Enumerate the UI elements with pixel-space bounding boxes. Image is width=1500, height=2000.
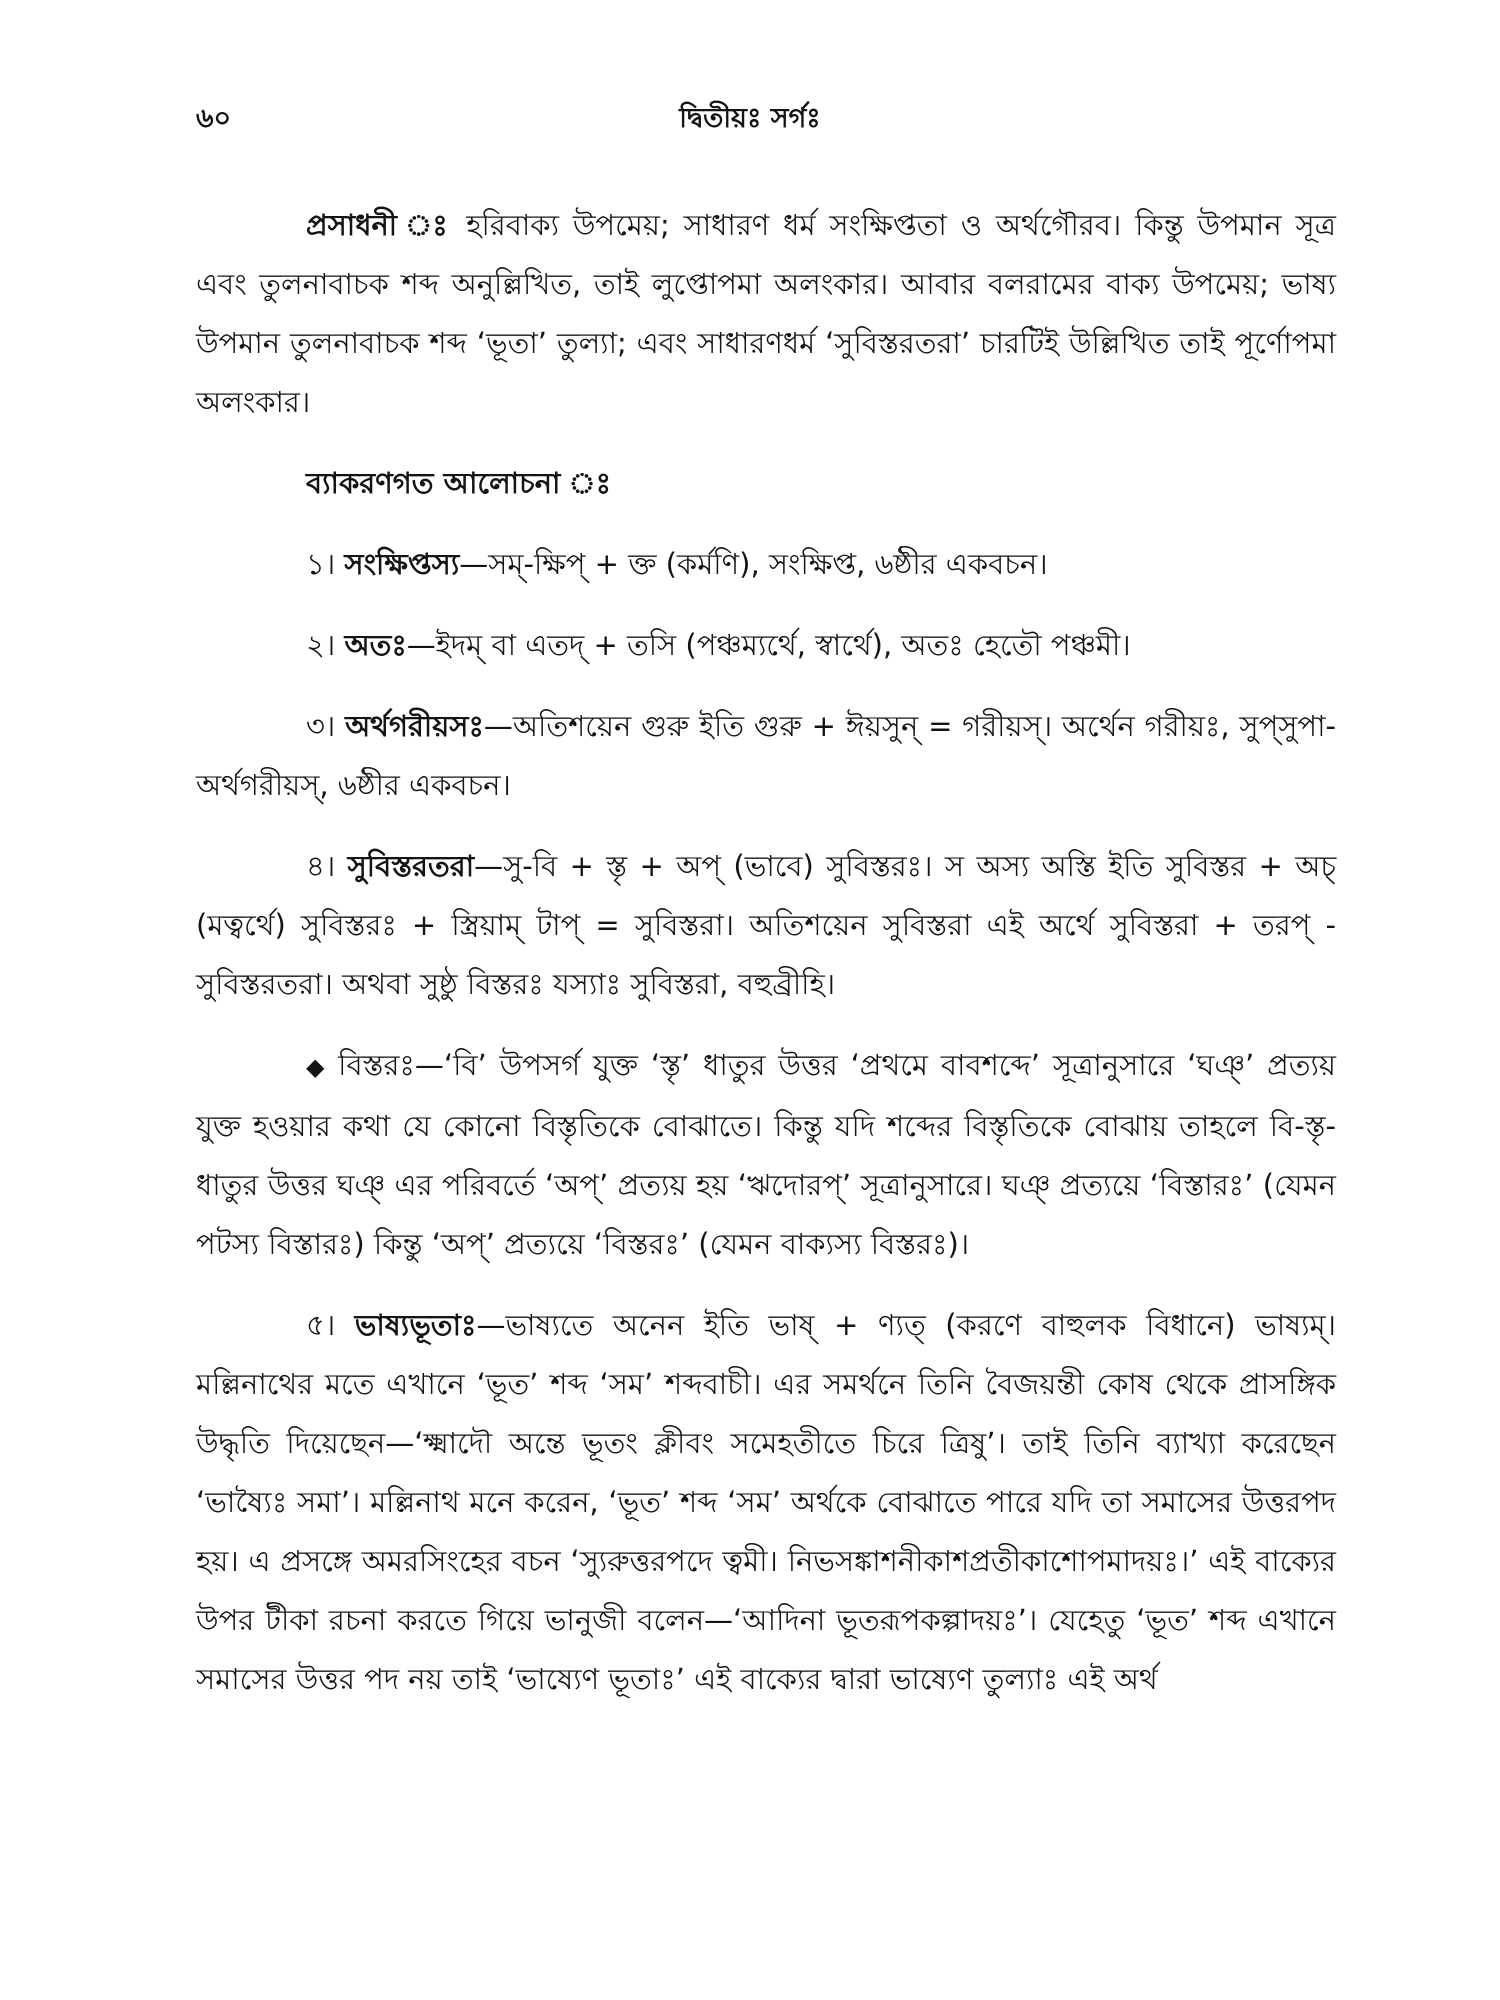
diamond-bullet-icon: ◆ xyxy=(306,1053,329,1081)
item-term: সংক্ষিপ্তস্য xyxy=(344,547,460,581)
item-number: ৫। xyxy=(306,1308,336,1342)
grammar-item-3 xyxy=(196,697,1336,815)
item-number: ৪। xyxy=(306,849,336,883)
grammar-item-2 xyxy=(196,616,1336,675)
term-prasadhani: প্রসাধনী ঃ xyxy=(306,208,453,242)
paragraph-prasadhani xyxy=(196,196,1336,432)
item-text: —সম্-ক্ষিপ্ + ক্ত (কর্মণি), সংক্ষিপ্ত, ৬ষ্ঠীর একবচন। xyxy=(459,547,1048,581)
running-header: দ্বিতীয়ঃ সর্গঃ xyxy=(679,103,821,134)
item-term: অর্থগরীয়সঃ xyxy=(345,709,484,743)
item-number: ৩। xyxy=(306,709,336,743)
grammar-item-1 xyxy=(196,535,1336,594)
grammar-item-4 xyxy=(196,837,1336,1014)
paragraph-text: হরিবাক্য উপমেয়; সাধারণ ধর্ম সংক্ষিপ্ততা ও অর্থগৌরব। কিন্তু উপমান সূত্র এবং তুলনাবাচক শব্দ অনুল্লিখিত, তাই লুপ্তোপমা অলংকার। আবার বলরামের বাক্য উপমেয়; ভাষ্য উপমান তুলনাবাচক শব্দ ‘ভূতা’ তুল্যা; এবং সাধারণধর্ম ‘সুবিস্তরতরা’ চারটিই উল্লিখিত তাই পূর্ণোপমা অলংকার। xyxy=(196,208,1336,419)
item-text: —ভাষ্যতে অনেন ইতি ভাষ্ + ণ্যত্ (করণে বাহুলক বিধানে) ভাষ্যম্। মল্লিনাথের মতে এখানে ‘ভূত’ শব্দ ‘সম’ শব্দবাচী। এর সমর্থনে তিনি বৈজয়ন্তী কোষ থেকে প্রাসঙ্গিক উদ্ধৃতি দিয়েছেন—‘ক্ষ্মাদৌ অন্তে ভূতং ক্লীবং সমেহতীতে চিরে ত্রিষু’। তাই তিনি ব্যাখ্যা করেছেন ‘ভাষ্যৈঃ সমা’। মল্লিনাথ মনে করেন, ‘ভূত’ শব্দ ‘সম’ অর্থকে বোঝাতে পারে যদি তা সমাসের উত্তরপদ হয়। এ প্রসঙ্গে অমরসিংহের বচন ‘স্যুরুত্তরপদে ত্বমী। নিভসঙ্কাশনীকাশপ্রতীকাশোপমাদয়ঃ।’ এই বাক্যের উপর টীকা রচনা করতে গিয়ে ভানুজী বলেন—‘আদিনা ভূতরূপকল্পাদয়ঃ’। যেহেতু ‘ভূত’ শব্দ এখানে সমাসের উত্তর পদ নয় তাই ‘ভাষ্যেণ ভূতাঃ’ এই বাক্যের দ্বারা ভাষ্যেণ তুল্যাঃ এই অর্থ xyxy=(196,1308,1336,1696)
item-text: —ইদম্ বা এতদ্ + তসি (পঞ্চম্যর্থে, স্বার্থে), অতঃ হেতৌ পঞ্চমী। xyxy=(406,628,1131,662)
page-body xyxy=(196,196,1336,1731)
item-number: ১। xyxy=(306,547,336,581)
item-text: —সু-বি + স্তৃ + অপ্ (ভাবে) সুবিস্তরঃ। স অস্য অস্তি ইতি সুবিস্তর + অচ্ (মত্বর্থে) সুবিস্তরঃ + স্ত্রিয়াম্ টাপ্ = সুবিস্তরা। অতিশয়েন সুবিস্তরা এই অর্থে সুবিস্তরা + তরপ্ - সুবিস্তরতরা। অথবা সুষ্ঠু বিস্তরঃ যস্যাঃ সুবিস্তরা, বহুব্রীহি। xyxy=(196,849,1336,1001)
section-heading: ব্যাকরণগত আলোচনা ঃ xyxy=(306,466,612,500)
note-text: বিস্তরঃ—‘বি’ উপসর্গ যুক্ত ‘স্তৃ’ ধাতুর উত্তর ‘প্রথমে বাবশব্দে’ সূত্রানুসারে ‘ঘঞ্’ প্রত্যয় যুক্ত হওয়ার কথা যে কোনো বিস্তৃতিকে বোঝাতে। কিন্তু যদি শব্দের বিস্তৃতিকে বোঝায় তাহলে বি-স্তৃ-ধাতুর উত্তর ঘঞ্ এর পরিবর্তে ‘অপ্’ প্রত্যয় হয় ‘ঋদোরপ্’ সূত্রানুসারে। ঘঞ্ প্রত্যয়ে ‘বিস্তারঃ’ (যেমন পটস্য বিস্তারঃ) কিন্তু ‘অপ্’ প্রত্যয়ে ‘বিস্তরঃ’ (যেমন বাক্যস্য বিস্তরঃ)। xyxy=(196,1048,1336,1261)
grammar-item-5 xyxy=(196,1296,1336,1709)
item-term: সুবিস্তরতরা xyxy=(347,849,475,883)
item-term: ভাষ্যভূতাঃ xyxy=(354,1308,477,1342)
item-number: ২। xyxy=(306,628,336,662)
item-term: অতঃ xyxy=(344,628,407,662)
item-text: —অতিশয়েন গুরু ইতি গুরু + ঈয়সুন্ = গরীয়স্। অর্থেন গরীয়ঃ, সুপ্‌সুপা-অর্থগরীয়স্, ৬ষ্ঠীর একবচন। xyxy=(196,709,1336,802)
page-number: ৬০ xyxy=(196,103,232,134)
note-bistarah xyxy=(196,1036,1336,1274)
